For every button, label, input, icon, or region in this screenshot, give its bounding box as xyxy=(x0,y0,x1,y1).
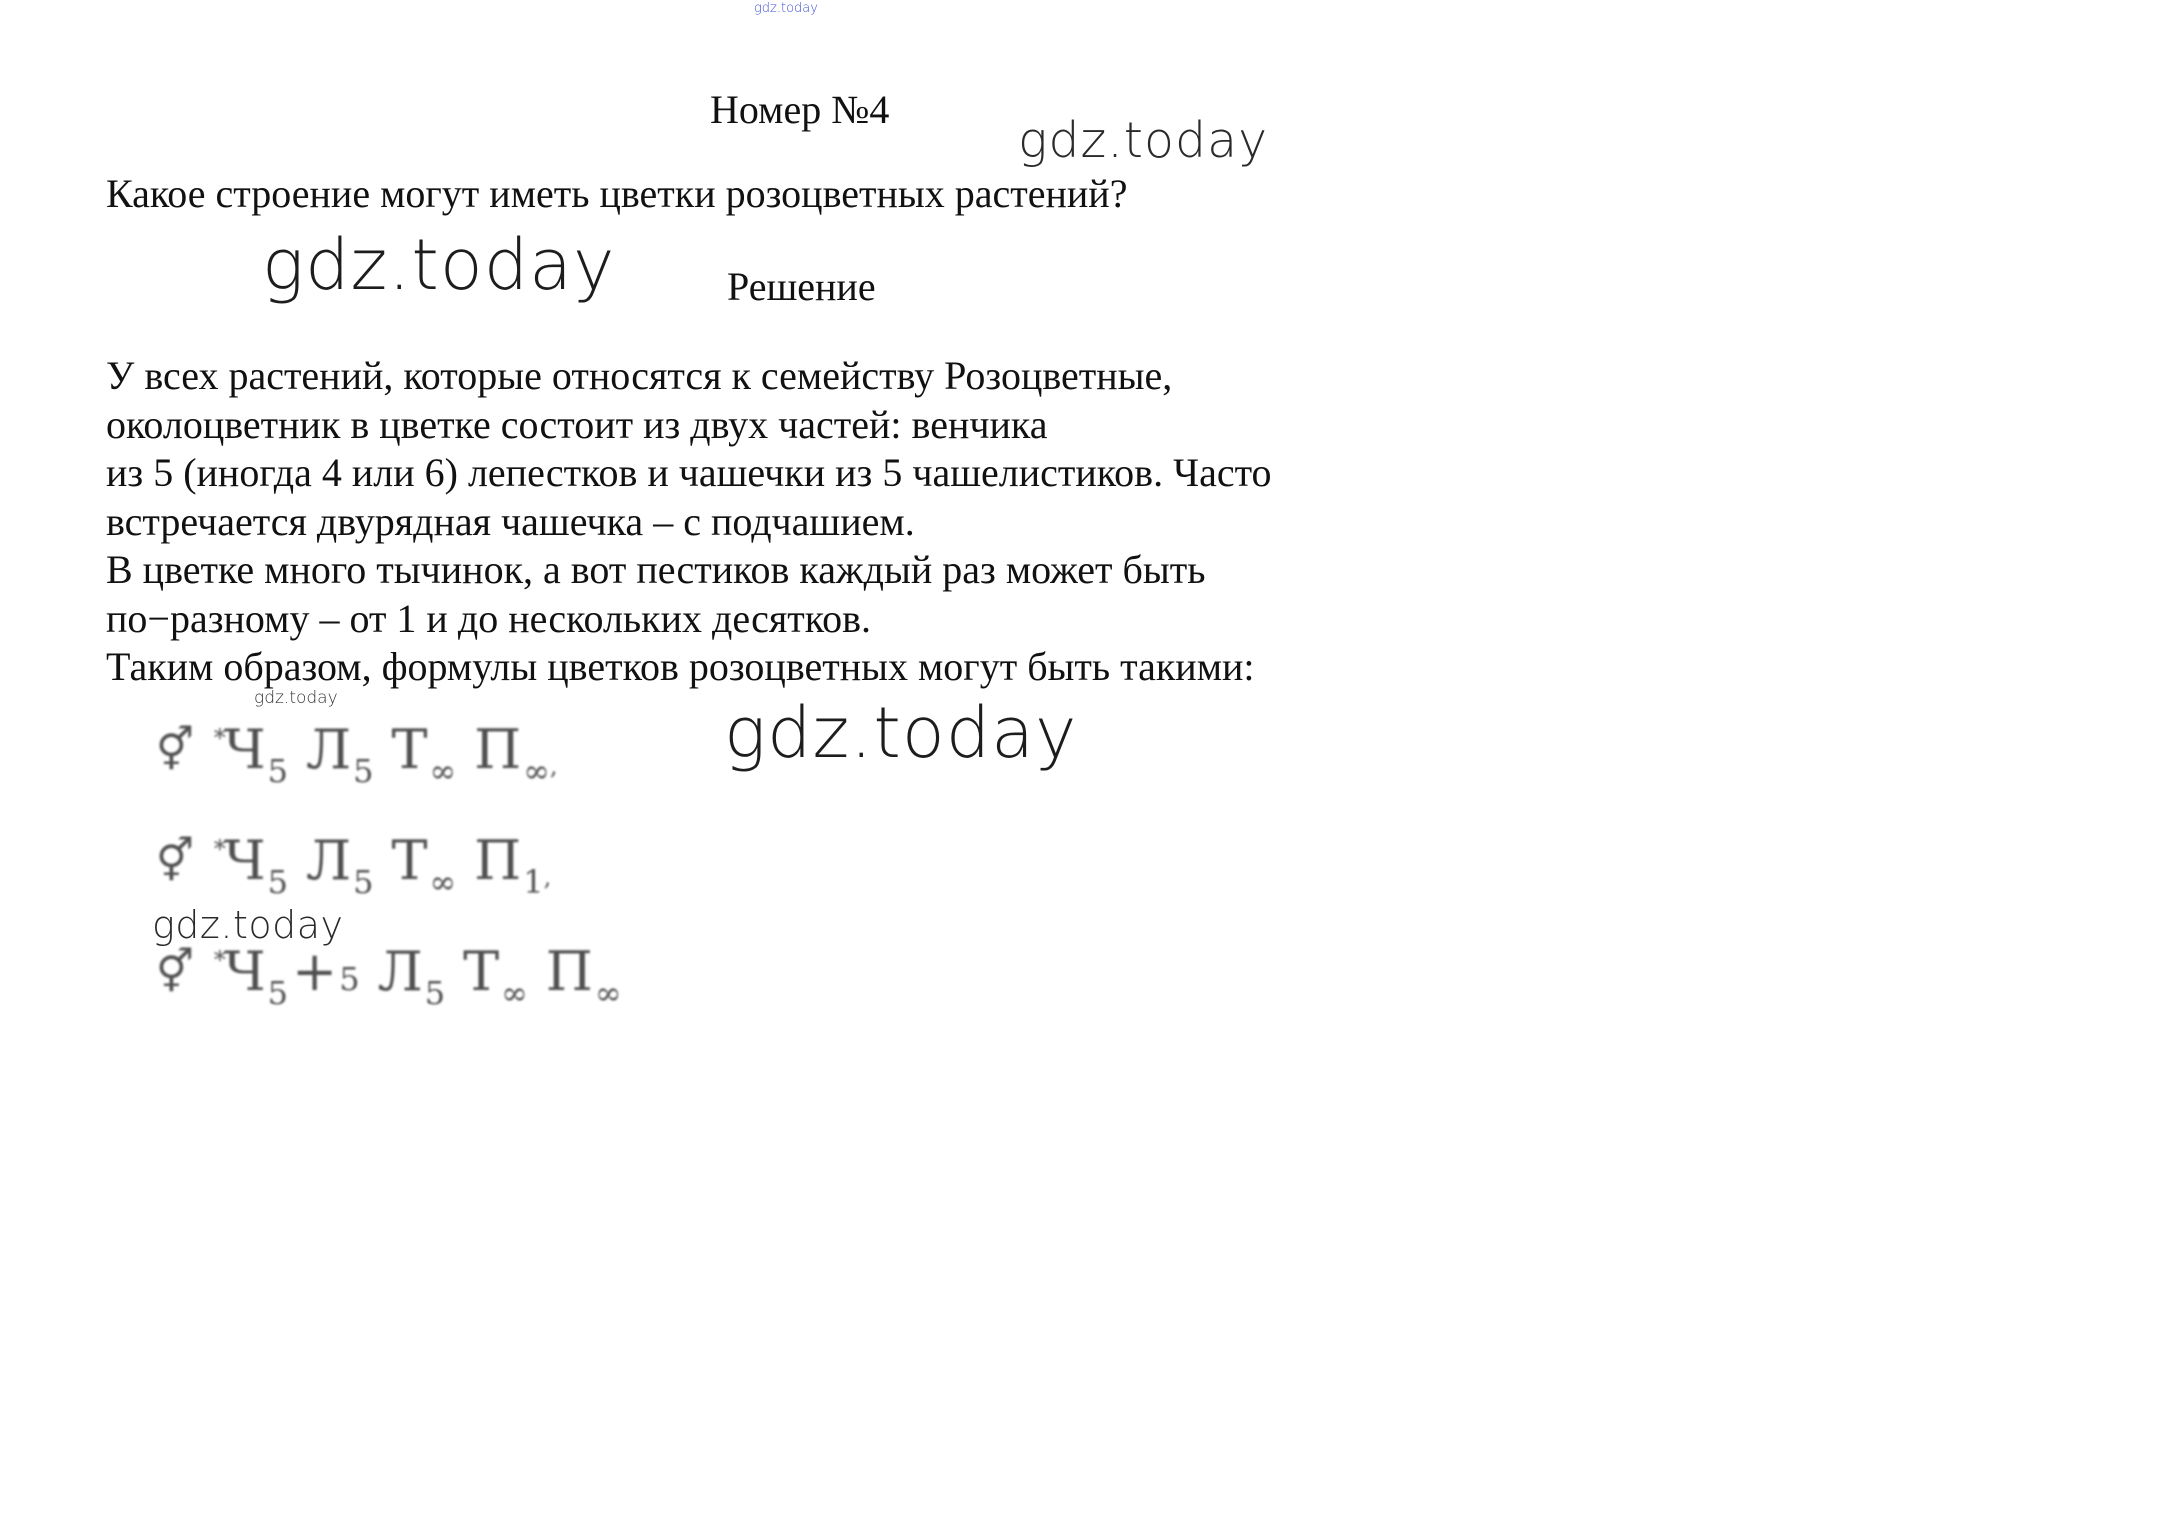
bisexual-symbol: ⚥ xyxy=(156,836,194,885)
corolla-count: 5 xyxy=(353,752,374,790)
calyx-count: 5 xyxy=(267,974,289,1012)
stamens-count: ∞ xyxy=(429,863,457,901)
pistils-count: ∞ xyxy=(594,974,622,1012)
actinomorphic-symbol: * xyxy=(213,946,226,974)
stamens-letter: Т xyxy=(391,829,428,892)
pistils-letter: П xyxy=(545,940,593,1003)
answer-line: У всех растений, которые относятся к семейству Розоцветные, xyxy=(106,353,1173,398)
calyx-count: 5 xyxy=(267,863,289,901)
calyx-letter: Ч xyxy=(223,829,266,892)
formula-comma: , xyxy=(543,863,552,891)
answer-line: В цветке много тычинок, а вот пестиков каждый раз может быть xyxy=(106,547,1206,592)
stamens-count: ∞ xyxy=(429,752,457,790)
epicalyx-count: 5 xyxy=(339,960,360,998)
flower-formula-3 xyxy=(156,940,640,1012)
actinomorphic-symbol: * xyxy=(213,724,226,752)
watermark-big-left: gdz.today xyxy=(262,224,616,306)
corolla-letter: Л xyxy=(377,940,423,1003)
watermark-big-right: gdz.today xyxy=(724,692,1078,774)
watermark-top: gdz.today xyxy=(754,1,818,16)
corolla-letter: Л xyxy=(306,718,352,781)
formula-comma: , xyxy=(549,752,558,780)
answer-line: Таким образом, формулы цветков розоцветных могут быть такими: xyxy=(106,644,1255,689)
stamens-count: ∞ xyxy=(501,974,528,1012)
flower-formula-1 xyxy=(156,718,558,790)
question-text: Какое строение могут иметь цветки розоцветных растений? xyxy=(106,171,1128,216)
actinomorphic-symbol: * xyxy=(213,835,226,863)
problem-title: Номер №4 xyxy=(710,87,890,132)
stamens-letter: Т xyxy=(391,718,428,781)
calyx-count: 5 xyxy=(267,752,289,790)
answer-text xyxy=(106,352,1406,692)
corolla-count: 5 xyxy=(424,974,446,1012)
corolla-count: 5 xyxy=(353,863,374,901)
solution-heading: Решение xyxy=(727,264,876,309)
pistils-letter: П xyxy=(474,718,522,781)
pistils-letter: П xyxy=(474,829,522,892)
watermark-small: gdz.today xyxy=(254,688,338,708)
flower-formula-2 xyxy=(156,829,551,901)
epicalyx-sign: + xyxy=(292,940,338,1003)
calyx-letter: Ч xyxy=(223,718,266,781)
pistils-count: ∞ xyxy=(523,752,550,790)
watermark-header: gdz.today xyxy=(1018,112,1269,169)
bisexual-symbol: ⚥ xyxy=(156,947,194,996)
corolla-letter: Л xyxy=(306,829,352,892)
watermark-left: gdz.today xyxy=(152,903,344,947)
answer-line: из 5 (иногда 4 или 6) лепестков и чашечки из 5 чашелистиков. Часто xyxy=(106,450,1272,495)
answer-line: околоцветник в цветке состоит из двух частей: венчика xyxy=(106,401,1048,447)
calyx-letter: Ч xyxy=(223,940,266,1003)
bisexual-symbol: ⚥ xyxy=(156,725,194,774)
answer-line: встречается двурядная чашечка – с подчашием. xyxy=(106,498,915,544)
pistils-count: 1 xyxy=(523,863,544,901)
answer-line: по−разному – от 1 и до нескольких десятков. xyxy=(106,595,872,641)
stamens-letter: Т xyxy=(463,940,500,1003)
